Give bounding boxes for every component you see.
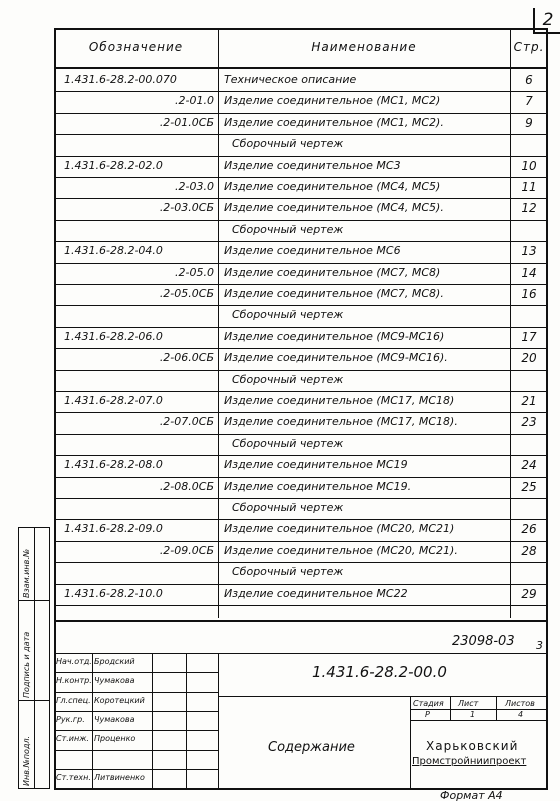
side-vzam: Взам.инв.№ xyxy=(22,548,31,598)
row-rule xyxy=(54,284,548,285)
row-rule xyxy=(54,477,548,478)
stamp-rule-d xyxy=(410,720,548,721)
signer-name: Чумакова xyxy=(94,714,135,724)
row-code: .2-06.0СБ xyxy=(159,351,214,365)
signer-name: Чумакова xyxy=(94,676,135,686)
row-code: 1.431.6-28.2-02.0 xyxy=(64,158,163,172)
signer-rule xyxy=(54,788,218,789)
row-rule xyxy=(54,113,548,114)
row-code: 1.431.6-28.2-00.070 xyxy=(64,73,177,86)
stamp-vsep-4 xyxy=(496,696,497,720)
row-rule xyxy=(54,455,548,456)
row-name: Техническое описание xyxy=(224,73,357,86)
org-line-1: Харьковский xyxy=(426,739,519,753)
row-name: Сборочный чертеж xyxy=(232,222,344,236)
row-rule xyxy=(54,605,548,606)
side-rule-1 xyxy=(18,600,50,601)
row-rule xyxy=(54,241,548,242)
row-page: 12 xyxy=(521,201,537,216)
row-name: Изделие соединительное (МС4, МС5). xyxy=(224,201,444,215)
row-name: Сборочный чертеж xyxy=(232,308,344,322)
sheet-value: 1 xyxy=(470,710,476,719)
row-page: 16 xyxy=(521,287,537,301)
stamp-vsep xyxy=(218,653,219,789)
row-name: Изделие соединительное МС3 xyxy=(224,158,401,172)
signer-role: Ст.инж. xyxy=(56,734,89,744)
row-name: Изделие соединительное (МС17, МС18). xyxy=(224,415,458,429)
row-rule xyxy=(54,541,548,542)
row-code: .2-03.0 xyxy=(175,180,214,193)
signer-rule xyxy=(54,769,218,770)
row-code: .2-08.0СБ xyxy=(159,479,214,493)
row-name: Сборочный чертеж xyxy=(232,372,344,386)
row-page: 11 xyxy=(521,180,537,194)
archive-suffix: 3 xyxy=(536,639,543,652)
row-name: Изделие соединительное МС22 xyxy=(224,586,408,600)
row-page: 17 xyxy=(521,329,537,344)
signer-role: Н.контр. xyxy=(56,676,92,686)
row-rule xyxy=(54,498,548,499)
row-page: 25 xyxy=(521,479,537,494)
header-page: Стр. xyxy=(513,40,545,54)
row-name: Сборочный чертеж xyxy=(232,501,344,514)
signer-rule xyxy=(54,672,218,673)
stamp-rule-b xyxy=(218,696,548,697)
signer-name: Коротецкий xyxy=(94,695,145,705)
row-name: Сборочный чертеж xyxy=(232,436,344,450)
signer-name: Литвиненко xyxy=(94,772,145,782)
row-name: Изделие соединительное (МС7, МС8). xyxy=(224,287,444,300)
row-rule xyxy=(54,305,548,306)
stage-label: Стадия xyxy=(413,699,444,708)
row-rule xyxy=(54,412,548,413)
row-name: Изделие соединительное МС19. xyxy=(224,479,412,493)
sheet-number: 2 xyxy=(533,8,560,34)
side-sign-date: Подпись и дата xyxy=(22,631,31,698)
row-name: Сборочный чертеж xyxy=(232,137,344,151)
signer-role: Рук.гр. xyxy=(56,714,85,724)
format-label: Формат А4 xyxy=(440,789,503,802)
signer-role: Гл.спец. xyxy=(56,695,91,705)
signer-rule xyxy=(54,750,218,751)
row-name: Изделие соединительное (МС17, МС18) xyxy=(224,394,455,407)
row-rule xyxy=(54,348,548,349)
sheet-label: Лист xyxy=(458,699,479,708)
row-code: 1.431.6-28.2-07.0 xyxy=(64,394,163,407)
row-page: 21 xyxy=(521,394,537,408)
row-page: 14 xyxy=(521,265,537,280)
row-name: Сборочный чертеж xyxy=(232,565,344,579)
signer-role: Ст.техн. xyxy=(56,772,91,782)
signer-rule xyxy=(54,711,218,712)
row-name: Изделие соединительное (МС20, МС21) xyxy=(224,522,455,536)
row-rule xyxy=(54,220,548,221)
row-name: Изделие соединительное (МС1, МС2) xyxy=(224,94,441,108)
row-page: 7 xyxy=(525,94,533,109)
row-page: 10 xyxy=(521,158,537,173)
row-name: Изделие соединительное (МС9-МС16) xyxy=(224,329,445,343)
header-rule xyxy=(54,67,548,69)
side-divider xyxy=(34,527,35,789)
sheets-value: 4 xyxy=(518,710,524,719)
doc-code: 1.431.6-28.2-00.0 xyxy=(312,663,447,681)
row-page: 9 xyxy=(525,115,533,130)
row-name: Изделие соединительное (МС1, МС2). xyxy=(224,115,444,129)
row-rule xyxy=(54,198,548,199)
side-inv-orig: Инв.№подл. xyxy=(22,735,31,786)
row-name: Изделие соединительное (МС20, МС21). xyxy=(224,543,458,557)
row-rule xyxy=(54,370,548,371)
stamp-rule-c xyxy=(410,709,548,710)
side-rule-2 xyxy=(18,700,50,701)
row-code: .2-03.0СБ xyxy=(159,201,214,215)
row-code: 1.431.6-28.2-08.0 xyxy=(64,458,163,472)
row-name: Изделие соединительное (МС7, МС8) xyxy=(224,265,441,279)
row-name: Изделие соединительное (МС4, МС5) xyxy=(224,180,441,193)
signer-role: Нач.отд. xyxy=(56,657,92,666)
row-code: 1.431.6-28.2-04.0 xyxy=(64,244,163,258)
row-rule xyxy=(54,134,548,135)
row-rule xyxy=(54,327,548,328)
row-page: 28 xyxy=(521,543,537,558)
row-rule xyxy=(54,177,548,178)
row-code: 1.431.6-28.2-09.0 xyxy=(64,522,163,536)
archive-number: 23098-03 xyxy=(452,634,515,649)
signer-name: Бродский xyxy=(94,657,135,666)
row-name: Изделие соединительное МС19 xyxy=(224,458,408,472)
row-code: .2-05.0СБ xyxy=(159,287,214,300)
row-rule xyxy=(54,391,548,392)
header-designation: Обозначение xyxy=(88,40,184,54)
stamp-title: Содержание xyxy=(268,740,355,755)
row-code: .2-07.0СБ xyxy=(159,415,214,429)
col-sep-2 xyxy=(510,28,511,618)
stamp-top-rule xyxy=(54,620,548,622)
row-page: 24 xyxy=(521,458,537,473)
signer-rule xyxy=(54,730,218,731)
row-code: .2-05.0 xyxy=(175,265,214,279)
row-page: 29 xyxy=(521,586,537,601)
row-rule xyxy=(54,562,548,563)
sheets-label: Листов xyxy=(505,699,535,708)
row-rule xyxy=(54,91,548,92)
row-page: 26 xyxy=(521,522,537,537)
row-name: Изделие соединительное (МС9-МС16). xyxy=(224,351,448,365)
row-code: 1.431.6-28.2-10.0 xyxy=(64,586,163,600)
row-page: 6 xyxy=(525,73,533,87)
row-code: 1.431.6-28.2-06.0 xyxy=(64,329,163,343)
stage-value: Р xyxy=(425,710,430,719)
row-name: Изделие соединительное МС6 xyxy=(224,244,401,258)
row-rule xyxy=(54,156,548,157)
row-code: .2-01.0СБ xyxy=(159,115,214,129)
row-code: .2-09.0СБ xyxy=(159,543,214,557)
row-page: 13 xyxy=(521,244,537,259)
row-page: 20 xyxy=(521,351,537,366)
stamp-rule-a xyxy=(54,653,548,654)
row-rule xyxy=(54,434,548,435)
org-line-2: Промстройниипроект xyxy=(412,756,527,767)
row-rule xyxy=(54,519,548,520)
stamp-vsep-3 xyxy=(450,696,451,720)
row-rule xyxy=(54,584,548,585)
row-code: .2-01.0 xyxy=(175,94,214,108)
signer-name: Проценко xyxy=(94,734,136,744)
header-name: Наименование xyxy=(311,40,417,54)
signer-rule xyxy=(54,692,218,693)
row-rule xyxy=(54,263,548,264)
row-page: 23 xyxy=(521,415,537,430)
